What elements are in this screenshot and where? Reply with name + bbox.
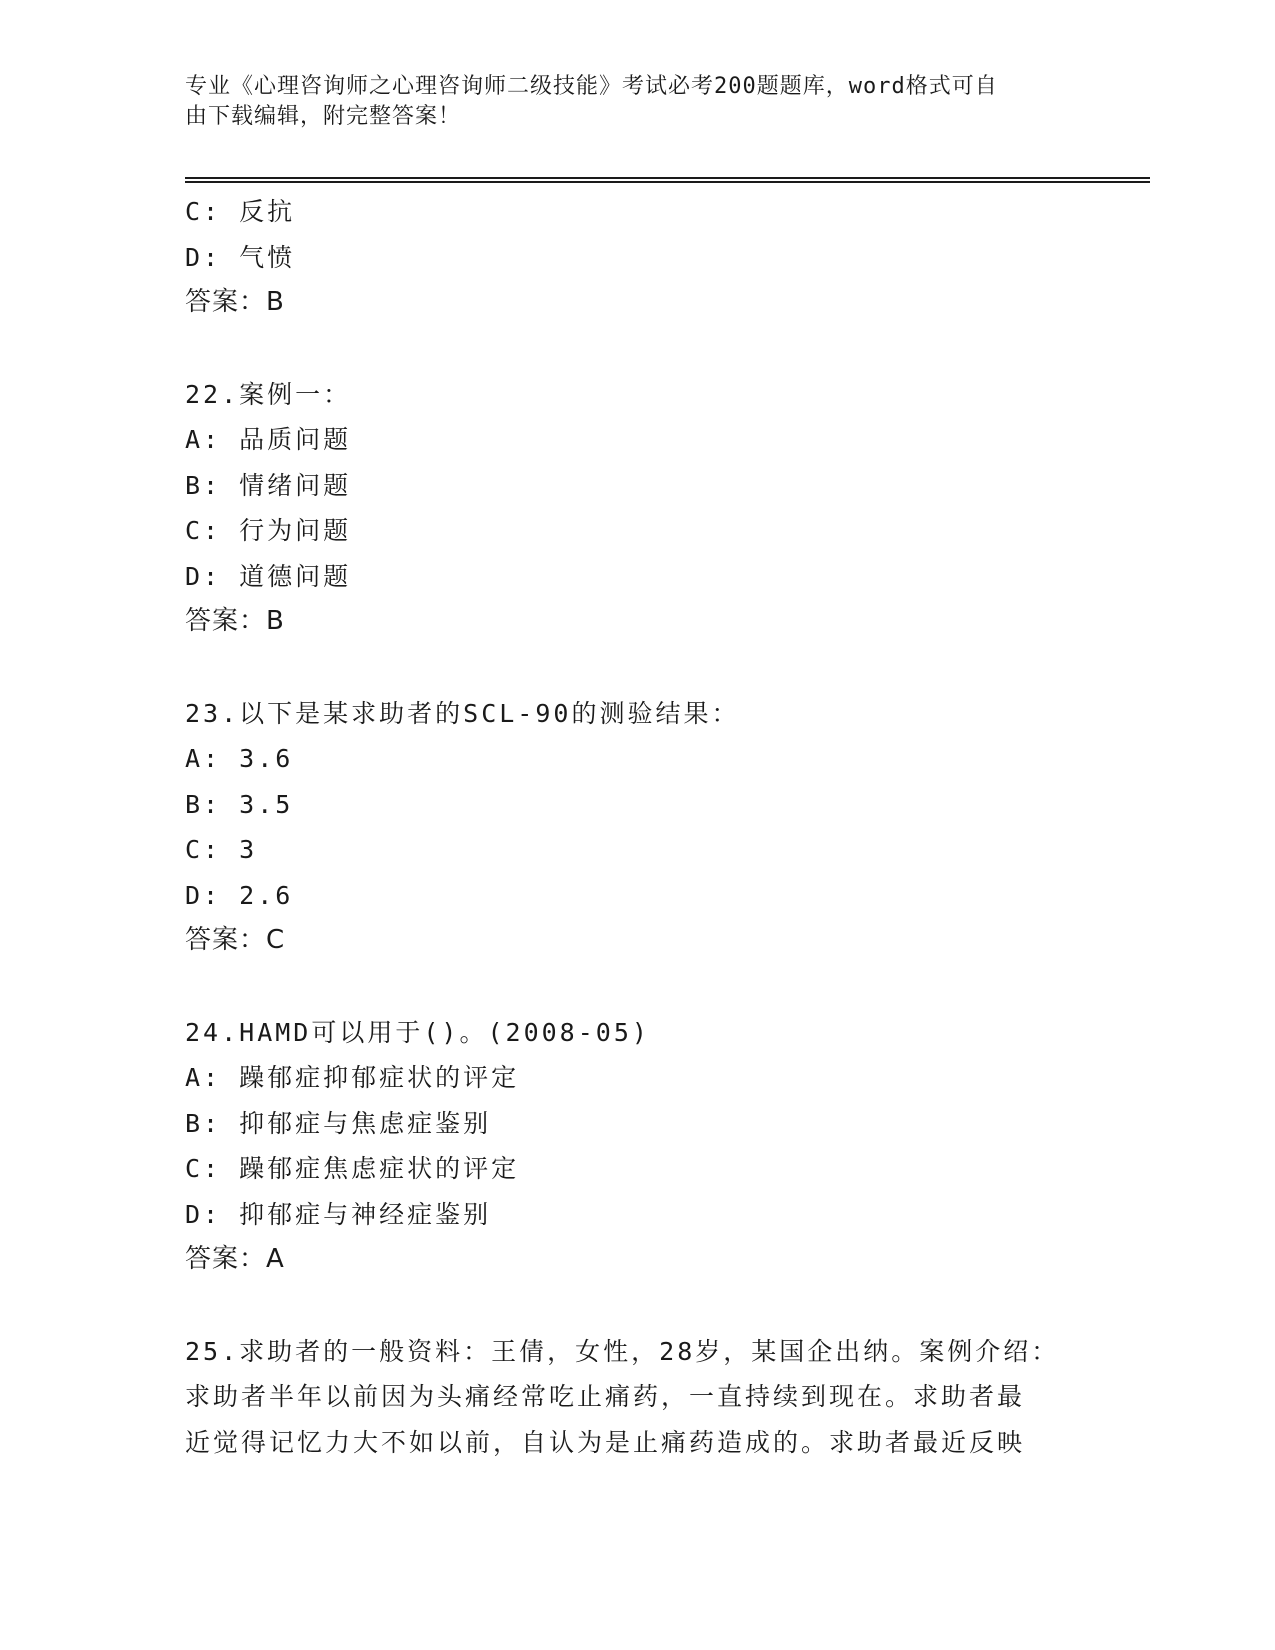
header-line-1: 专业《心理咨询师之心理咨询师二级技能》考试必考200题题库，word格式可自	[185, 74, 998, 99]
question-23	[185, 691, 1085, 964]
spacer	[185, 964, 1085, 1010]
option-b: B: 情绪问题	[185, 470, 352, 500]
answer-line: 答案：A	[185, 1244, 285, 1274]
answer-line: 答案：B	[185, 287, 285, 317]
option-d: D: 2.6	[185, 880, 294, 910]
question-stem: 24.HAMD可以用于()。(2008-05)	[185, 1017, 650, 1047]
question-22	[185, 372, 1085, 645]
option-d: D: 道德问题	[185, 561, 352, 591]
option-a: A: 品质问题	[185, 425, 352, 454]
question-stem: 23.以下是某求助者的SCL-90的测验结果：	[185, 698, 740, 728]
answer-line: 答案：C	[185, 925, 286, 955]
option-c: C: 躁郁症焦虑症状的评定	[185, 1154, 520, 1183]
question-stem: 22.案例一：	[185, 379, 352, 409]
spacer	[185, 1283, 1085, 1329]
question-25	[185, 1329, 1065, 1466]
answer-line: 答案：B	[185, 606, 285, 636]
document-header	[185, 72, 1065, 132]
header-line-2: 由下载编辑，附完整答案！	[185, 104, 462, 129]
option-b: B: 抑郁症与焦虑症鉴别	[185, 1108, 492, 1138]
spacer	[185, 645, 1085, 691]
option-c: C: 反抗	[185, 197, 296, 226]
spacer	[185, 326, 1085, 372]
question-list	[185, 189, 1085, 1465]
option-b: B: 3.5	[185, 789, 294, 819]
header-divider-bottom	[185, 181, 1150, 183]
question-25-line-1: 25.求助者的一般资料：王倩，女性，28岁，某国企出纳。案例介绍：	[185, 1336, 1060, 1366]
question-25-line-3: 近觉得记忆力大不如以前，自认为是止痛药造成的。求助者最近反映	[185, 1427, 1026, 1457]
option-a: A: 躁郁症抑郁症状的评定	[185, 1063, 520, 1092]
option-d: D: 抑郁症与神经症鉴别	[185, 1199, 492, 1229]
header-divider-top	[185, 177, 1150, 179]
question-24	[185, 1010, 1085, 1283]
option-c: C: 3	[185, 835, 258, 864]
question-25-line-2: 求助者半年以前因为头痛经常吃止痛药，一直持续到现在。求助者最	[185, 1382, 1026, 1411]
option-c: C: 行为问题	[185, 516, 352, 545]
question-21	[185, 189, 1085, 326]
option-a: A: 3.6	[185, 744, 294, 773]
option-d: D: 气愤	[185, 242, 296, 272]
